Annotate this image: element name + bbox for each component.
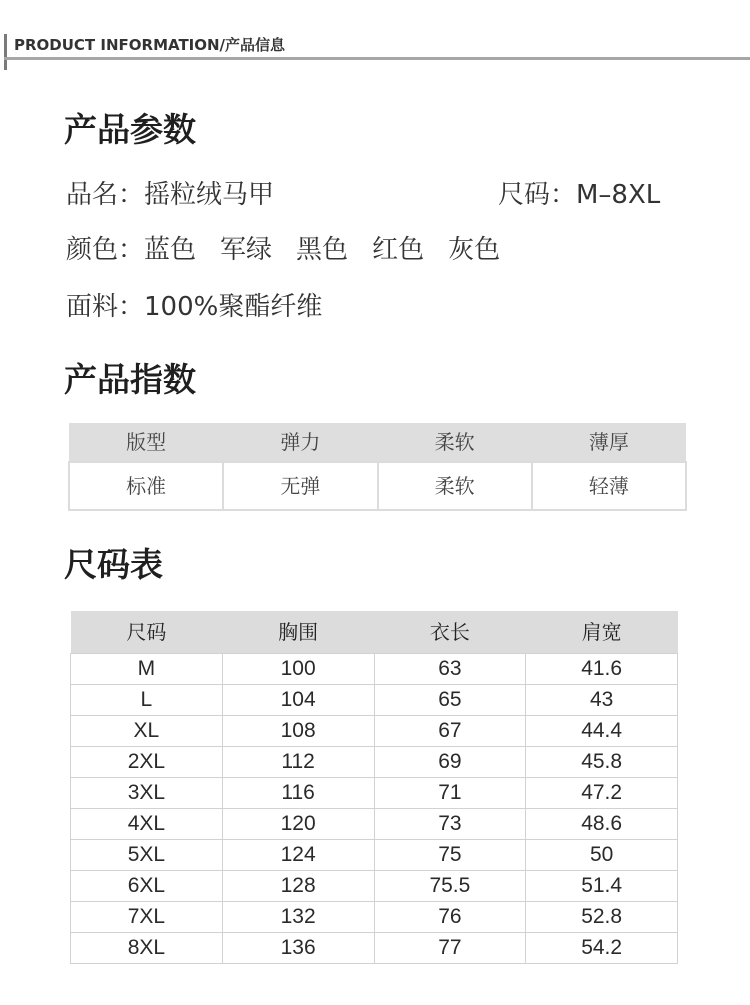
table-row	[71, 778, 678, 809]
size-cell: 132	[222, 902, 374, 933]
size-cell: 7XL	[71, 902, 223, 933]
size-cell: 5XL	[71, 840, 223, 871]
index-title: 产品指数	[64, 360, 196, 399]
size-header-cell: 胸围	[222, 611, 374, 654]
size-header-cell: 尺码	[71, 611, 223, 654]
index-header-cell: 柔软	[378, 423, 532, 462]
table-row	[71, 871, 678, 902]
size-cell: 54.2	[526, 933, 678, 964]
table-row	[71, 747, 678, 778]
size-header-cell: 衣长	[374, 611, 526, 654]
size-cell: 41.6	[526, 654, 678, 685]
size-cell: 124	[222, 840, 374, 871]
header-rule	[4, 57, 750, 60]
color-label: 颜色：	[66, 235, 145, 265]
size-cell: 43	[526, 685, 678, 716]
table-row	[71, 840, 678, 871]
size-cell: 120	[222, 809, 374, 840]
size-cell: 104	[222, 685, 374, 716]
product-colors	[66, 233, 500, 267]
header-accent-bar	[4, 34, 7, 70]
size-cell: L	[71, 685, 223, 716]
table-row	[71, 809, 678, 840]
index-table	[68, 423, 687, 511]
index-header-cell: 弹力	[223, 423, 377, 462]
size-cell: 51.4	[526, 871, 678, 902]
size-cell: 67	[374, 716, 526, 747]
size-cell: 48.6	[526, 809, 678, 840]
product-name: 品名：摇粒绒马甲	[66, 180, 275, 210]
table-row	[71, 685, 678, 716]
size-cell: 100	[222, 654, 374, 685]
color-option: 红色	[372, 235, 425, 265]
size-cell: 112	[222, 747, 374, 778]
size-cell: 136	[222, 933, 374, 964]
index-value-cell: 无弹	[223, 462, 377, 510]
table-row	[71, 902, 678, 933]
product-size-range: 尺码：M–8XL	[498, 180, 661, 210]
size-cell: 45.8	[526, 747, 678, 778]
size-chart-title: 尺码表	[64, 545, 163, 584]
header-title: PRODUCT INFORMATION/产品信息	[14, 36, 286, 54]
table-row	[71, 654, 678, 685]
size-table	[70, 611, 678, 964]
size-cell: 108	[222, 716, 374, 747]
size-cell: 50	[526, 840, 678, 871]
table-row	[71, 933, 678, 964]
size-cell: XL	[71, 716, 223, 747]
size-cell: 75	[374, 840, 526, 871]
size-cell: 128	[222, 871, 374, 902]
size-cell: 116	[222, 778, 374, 809]
size-cell: 44.4	[526, 716, 678, 747]
color-option: 军绿	[220, 235, 273, 265]
index-header-cell: 薄厚	[532, 423, 686, 462]
color-option: 黑色	[296, 235, 349, 265]
size-cell: 69	[374, 747, 526, 778]
index-header-cell: 版型	[69, 423, 223, 462]
size-cell: M	[71, 654, 223, 685]
size-cell: 65	[374, 685, 526, 716]
table-row	[71, 716, 678, 747]
size-cell: 63	[374, 654, 526, 685]
size-cell: 47.2	[526, 778, 678, 809]
index-value-row	[69, 462, 686, 510]
size-cell: 8XL	[71, 933, 223, 964]
section-header	[4, 34, 750, 70]
size-header-row	[71, 611, 678, 654]
color-option: 蓝色	[144, 235, 197, 265]
size-table-body	[71, 654, 678, 964]
index-value-cell: 柔软	[378, 462, 532, 510]
size-cell: 71	[374, 778, 526, 809]
size-cell: 4XL	[71, 809, 223, 840]
size-cell: 6XL	[71, 871, 223, 902]
size-cell: 75.5	[374, 871, 526, 902]
params-title: 产品参数	[64, 110, 196, 149]
size-cell: 76	[374, 902, 526, 933]
size-cell: 52.8	[526, 902, 678, 933]
product-fabric: 面料：100%聚酯纤维	[66, 292, 323, 322]
color-option: 灰色	[448, 235, 501, 265]
size-cell: 2XL	[71, 747, 223, 778]
size-cell: 73	[374, 809, 526, 840]
size-cell: 77	[374, 933, 526, 964]
color-list	[144, 235, 500, 265]
size-cell: 3XL	[71, 778, 223, 809]
index-value-cell: 标准	[69, 462, 223, 510]
index-value-cell: 轻薄	[532, 462, 686, 510]
size-header-cell: 肩宽	[526, 611, 678, 654]
index-header-row	[69, 423, 686, 462]
